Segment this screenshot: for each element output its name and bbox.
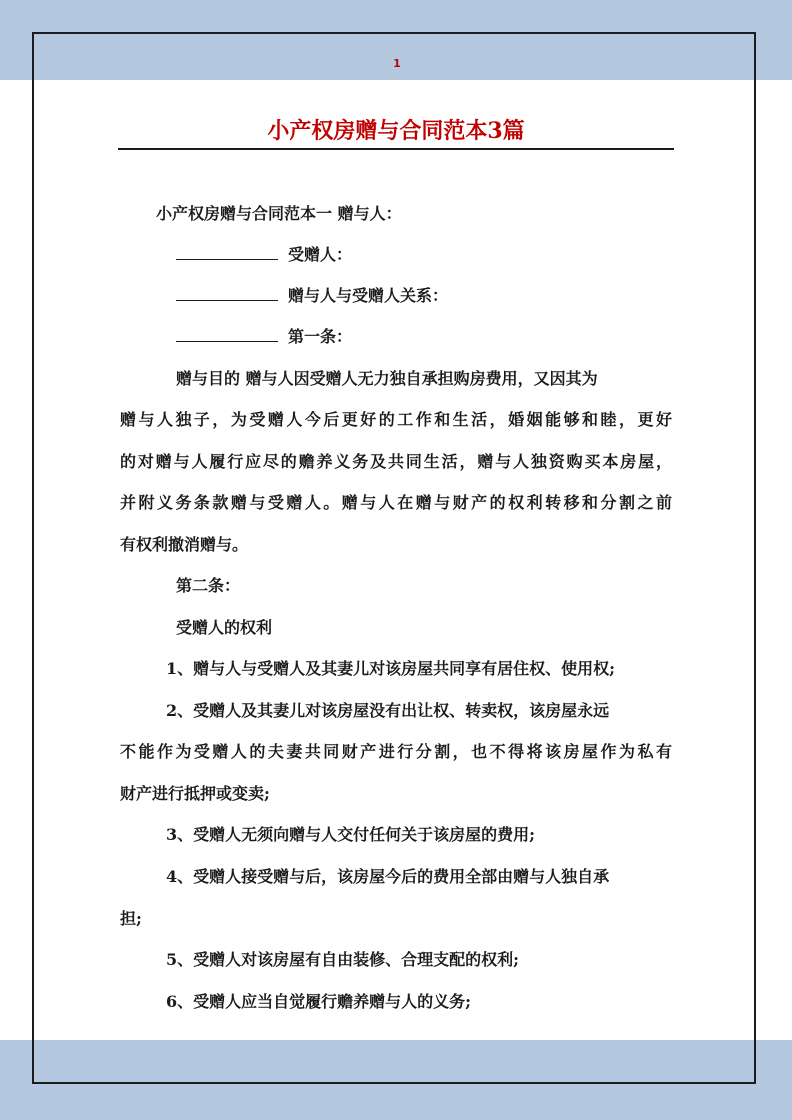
article2-heading: 第二条： xyxy=(176,576,241,595)
list-item-2-line-2: 不能作为受赠人的夫妻共同财产进行分割，也不得将该房屋作为私有 xyxy=(120,742,672,761)
purpose-line-1: 赠与目的 赠与人因受赠人无力独自承担购房费用，又因其为 xyxy=(176,369,598,388)
list-item-2-line-1: 2、受赠人及其妻儿对该房屋没有出让权、转卖权，该房屋永远 xyxy=(166,701,610,720)
list-item-4-line-1: 4、受赠人接受赠与后，该房屋今后的费用全部由赠与人独自承 xyxy=(166,867,610,886)
list-item-2-line-3: 财产进行抵押或变卖; xyxy=(120,784,270,803)
recipient-line xyxy=(176,245,352,265)
document-title: 小产权房赠与合同范本3篇 xyxy=(267,118,525,144)
purpose-line-2: 赠与人独子，为受赠人今后更好的工作和生活，婚姻能够和睦，更好 xyxy=(120,410,672,429)
list-item-3: 3、受赠人无须向赠与人交付任何关于该房屋的费用; xyxy=(166,825,536,844)
rights-heading: 受赠人的权利 xyxy=(176,618,273,637)
title-underline xyxy=(118,148,674,150)
blank-underline xyxy=(176,286,278,301)
list-item-1: 1、赠与人与受赠人及其妻儿对该房屋共同享有居住权、使用权; xyxy=(166,659,616,678)
intro-line: 小产权房赠与合同范本一 赠与人： xyxy=(156,204,402,223)
relation-line xyxy=(176,286,448,306)
list-item-5: 5、受赠人对该房屋有自由装修、合理支配的权利; xyxy=(166,950,520,969)
article1-label: 第一条： xyxy=(288,327,353,346)
purpose-line-5: 有权利撤消赠与。 xyxy=(120,535,249,554)
blank-underline xyxy=(176,327,278,342)
relation-label: 赠与人与受赠人关系： xyxy=(288,286,449,305)
article1-line xyxy=(176,327,352,347)
purpose-line-4: 并附义务条款赠与受赠人。赠与人在赠与财产的权利转移和分割之前 xyxy=(120,493,672,512)
list-item-4-line-2: 担; xyxy=(120,909,142,928)
page-number: 1 xyxy=(393,57,401,70)
list-item-6: 6、受赠人应当自觉履行赡养赠与人的义务; xyxy=(166,992,472,1011)
blank-underline xyxy=(176,245,278,260)
recipient-label: 受赠人： xyxy=(288,245,353,264)
purpose-line-3: 的对赠与人履行应尽的赡养义务及共同生活，赠与人独资购买本房屋， xyxy=(120,452,672,471)
